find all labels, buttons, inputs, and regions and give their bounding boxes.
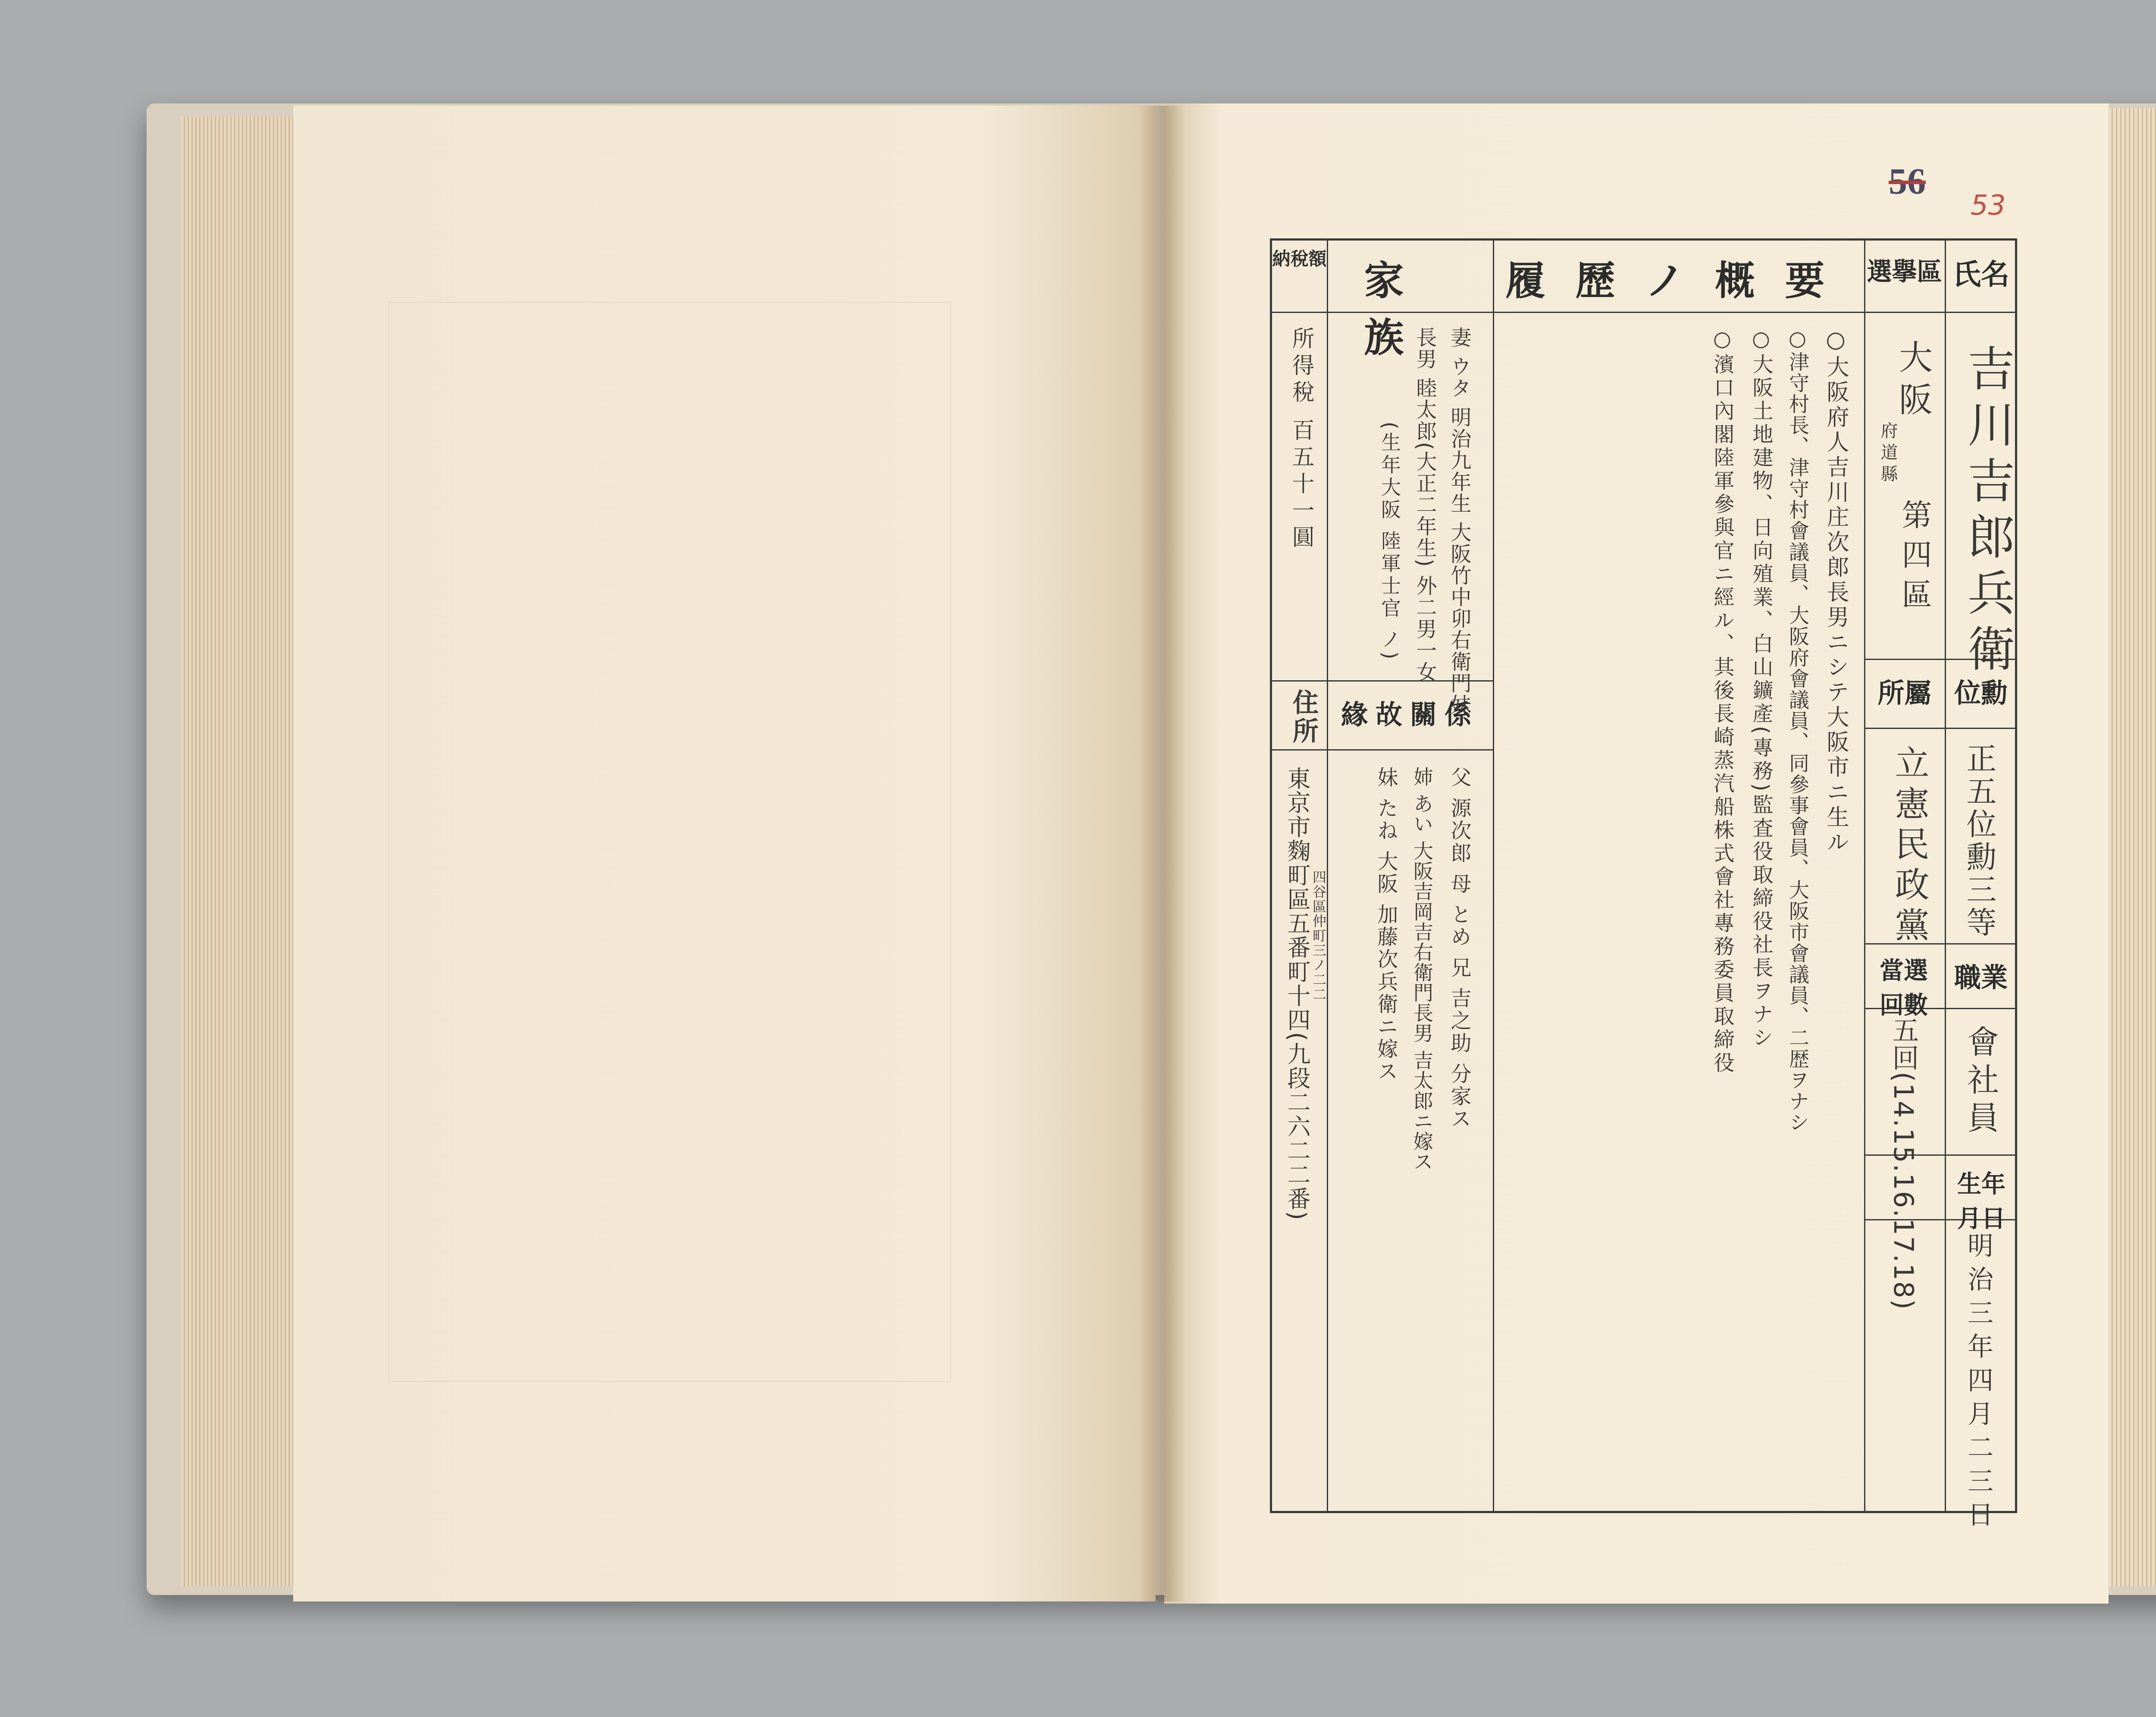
label-career: 履歷ノ概要: [1505, 257, 1855, 304]
relations-line: 妹 たね 大阪 加藤次兵衛ニ嫁ス: [1374, 766, 1398, 1083]
label-relations: 緣故關係: [1341, 699, 1479, 730]
family-line: 長男 睦太郎(大正二年生) 外二男一女: [1413, 327, 1437, 683]
label-constituency: 選擧區: [1867, 257, 1942, 286]
divider: [1864, 728, 2017, 729]
family-line: 妻 ウタ 明治九年生 大阪竹中卯右衛門妹: [1447, 327, 1471, 716]
label-times-elected: 當選回數: [1880, 957, 1928, 1020]
book-gutter: [1138, 106, 1186, 1601]
divider: [1272, 749, 1493, 751]
member-record-form: [1270, 238, 2017, 1535]
label-rank: 位勳: [1954, 677, 2008, 709]
career-line: ○大阪府人吉川庄次郎長男ニシテ大阪市ニ生ル: [1823, 327, 1849, 855]
page-number: 56: [1889, 160, 1926, 202]
relations-line: 姉 あい 大阪吉岡吉右衛門長男 吉太郎ニ嫁ス: [1410, 766, 1434, 1172]
value-occupation: 會社員: [1962, 1025, 1999, 1139]
value-name: 吉川吉郎兵衛: [1960, 344, 2015, 680]
value-address: 東京市麴町區五番町十四(九段二六二二番): [1284, 766, 1311, 1221]
pencil-page-number: 53: [1971, 190, 2006, 222]
show-through-ghost: [388, 302, 951, 1382]
value-rank: 正五位勳三等: [1962, 743, 1997, 939]
career-line: ○津守村長、津守村會議員、大阪府會議員、同參事會員、大阪市會議員、二歴ヲナシ: [1786, 327, 1809, 1133]
label-birth: 生年月日: [1957, 1170, 2006, 1233]
value-constituency-kind: 府道縣: [1878, 422, 1898, 486]
relations-line: 父 源次郎 母 とめ 兄 吉之助 分家ス: [1447, 766, 1471, 1130]
career-line: ○濱口內閣陸軍參與官ニ經ル、其後長崎蒸汽船株式會社專務委員取締役: [1710, 327, 1734, 1075]
divider: [1864, 241, 1865, 1513]
value-party: 立憲民政黨: [1889, 745, 1929, 948]
label-name: 氏名: [1952, 257, 2009, 291]
value-constituency-district: 第四區: [1897, 499, 1932, 618]
divider: [1493, 241, 1494, 1513]
right-page-edges: [2104, 108, 2156, 1586]
value-times-elected: 五回(14.15.16.17.18): [1888, 1016, 1919, 1310]
left-page-edges: [181, 116, 293, 1586]
value-constituency-pref: 大阪: [1893, 340, 1932, 424]
label-family: 家族: [1364, 257, 1456, 361]
divider: [1945, 241, 1946, 1513]
label-party: 所屬: [1877, 677, 1931, 709]
value-birth: 明治三年四月二三日: [1963, 1232, 1993, 1535]
label-address: 住所: [1288, 689, 1319, 746]
label-occupation: 職業: [1954, 962, 2008, 993]
label-tax: 納稅額: [1272, 248, 1327, 269]
career-line: ○大阪土地建物、日向殖業、白山鑛產(專務)監査役取締役社長ヲナシ: [1749, 327, 1773, 1050]
value-address-note: 四谷區仲町三ノ二二: [1310, 870, 1327, 1002]
family-line: (生年大阪 陸軍士官 ノ): [1378, 422, 1401, 662]
value-tax: 所得稅 百五十一圓: [1288, 327, 1314, 552]
